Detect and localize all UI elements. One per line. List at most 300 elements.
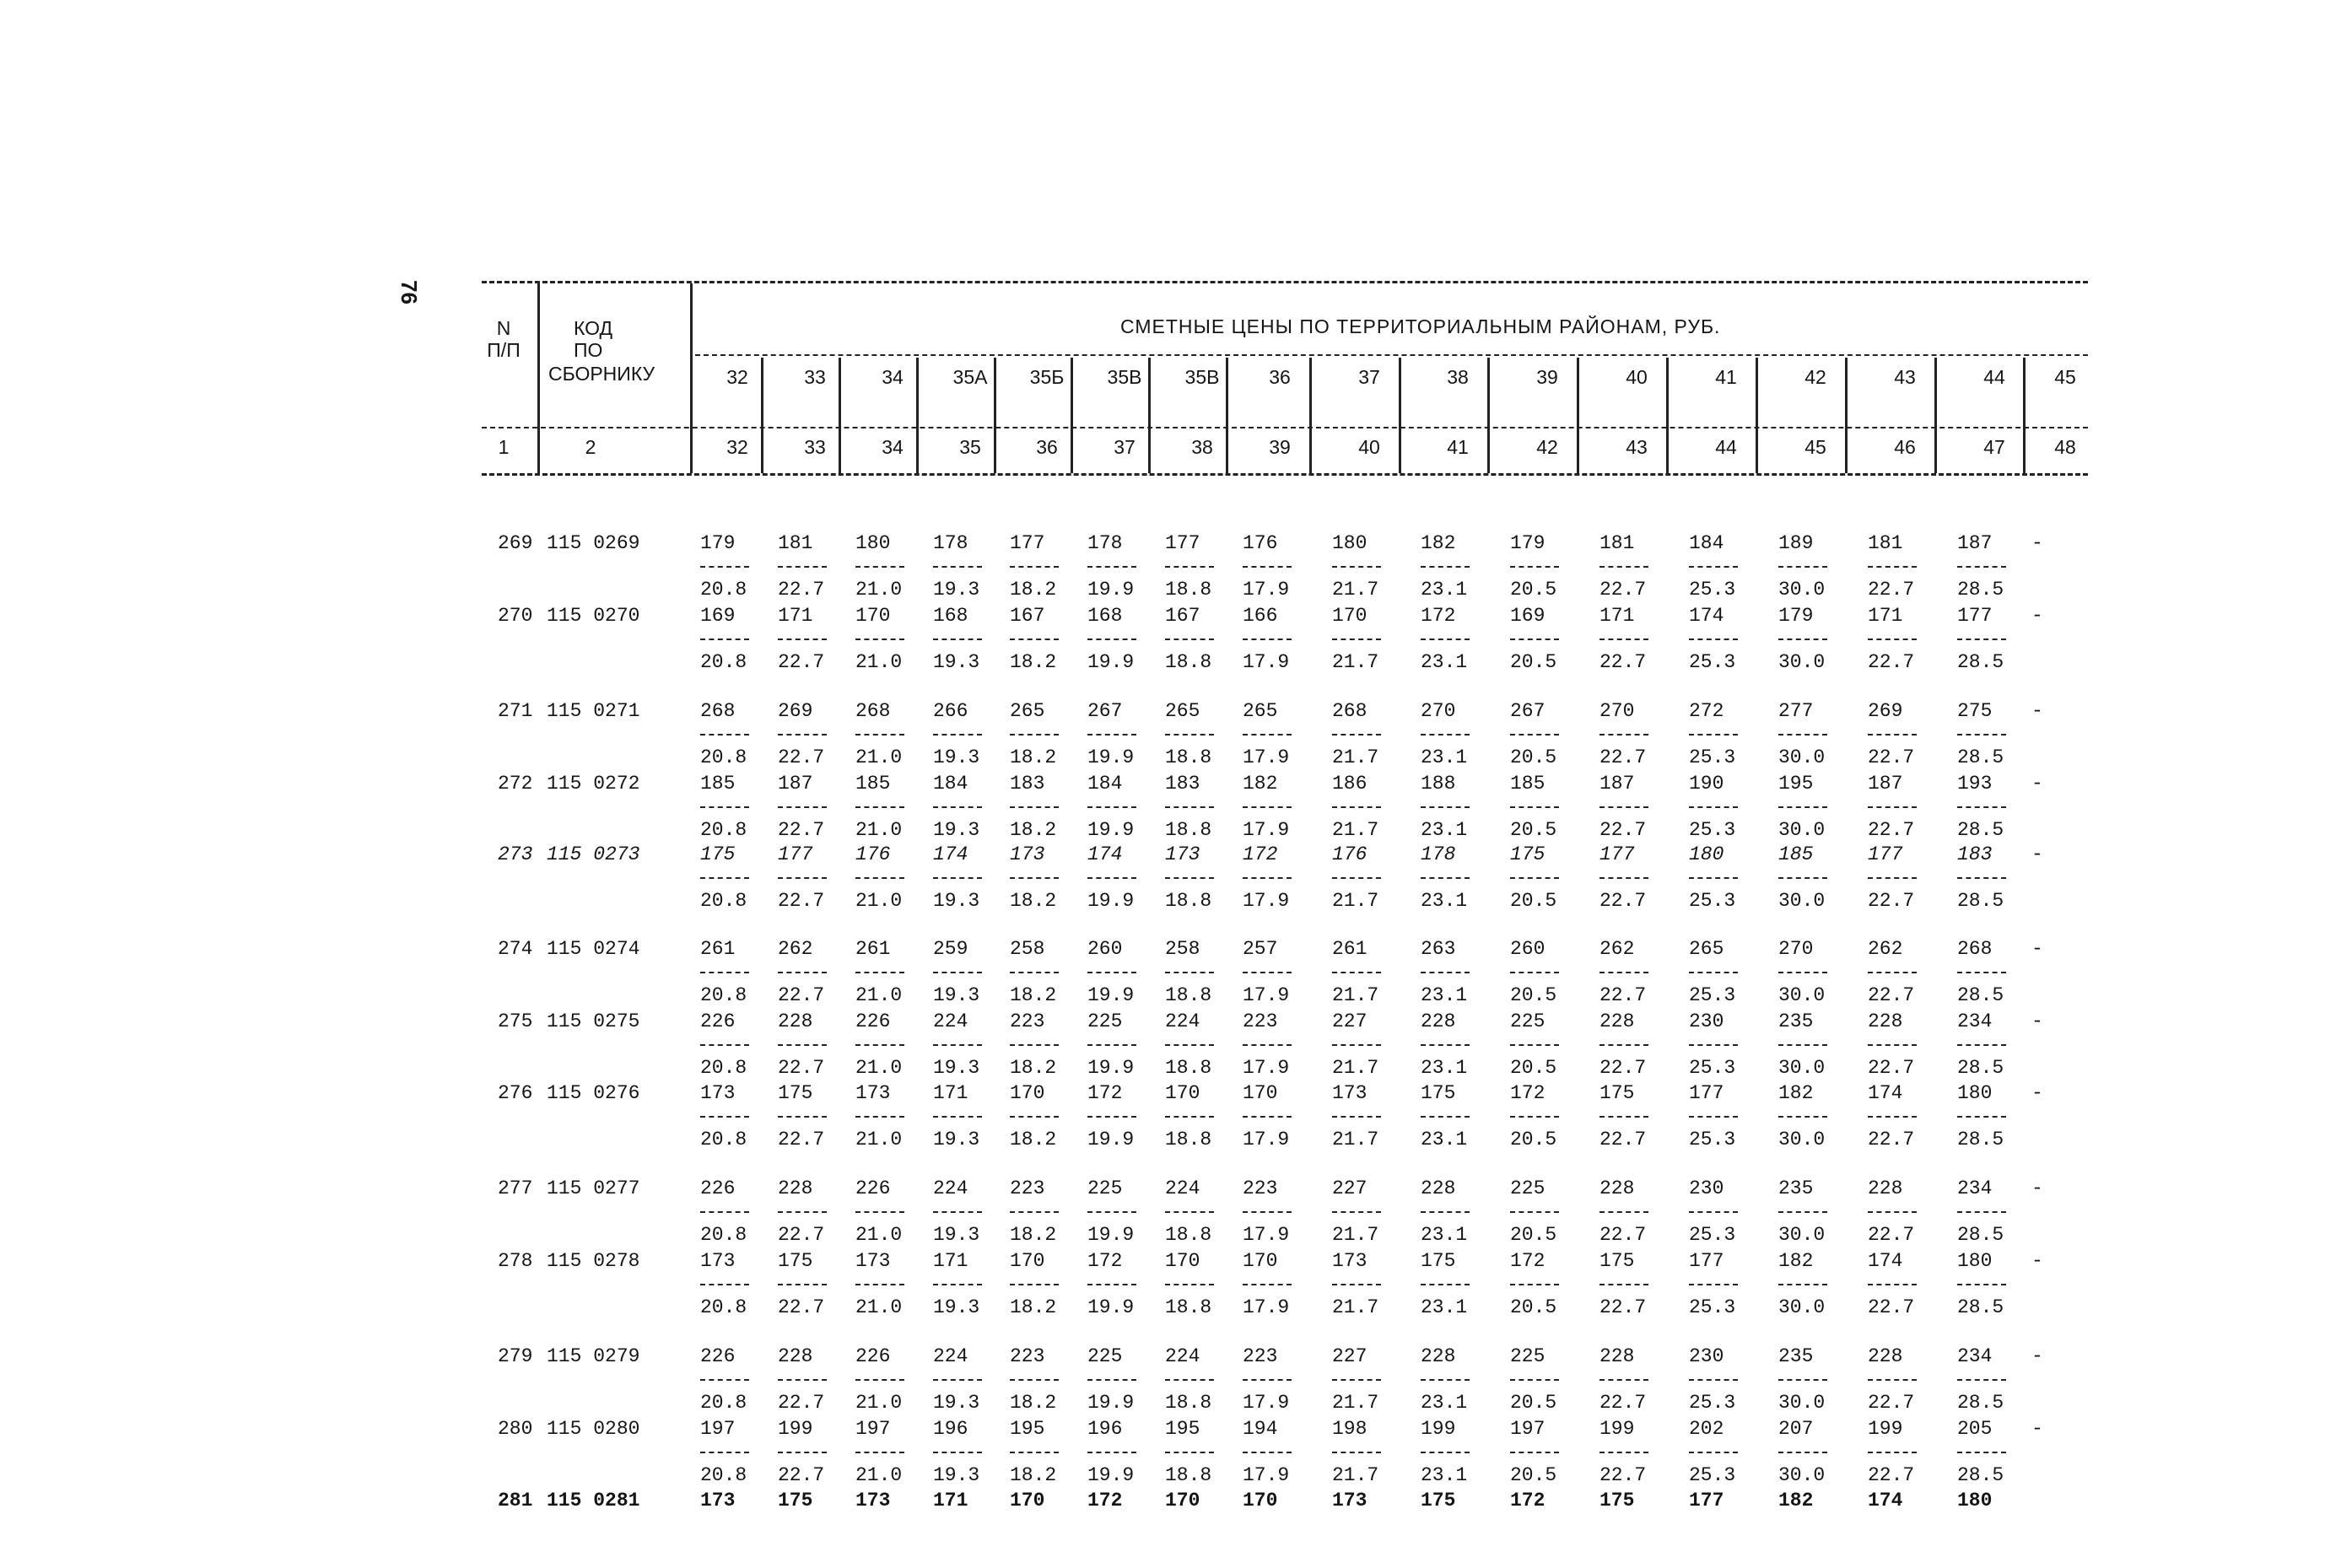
fraction-bar: [1087, 806, 1136, 808]
fraction-bar: [700, 1284, 749, 1285]
price-cell: 184: [1087, 773, 1123, 795]
coefficient-cell: 22.7: [1868, 1296, 1915, 1318]
row-code: 115 0270: [547, 605, 640, 627]
price-cell: 269: [1868, 700, 1903, 722]
coefficient-cell: 25.3: [1689, 1296, 1736, 1318]
fraction-bar: [1087, 1452, 1136, 1453]
fraction-bar: [700, 806, 749, 808]
coefficient-cell: 23.1: [1421, 1224, 1468, 1246]
fraction-bar: [1421, 806, 1470, 808]
fraction-bar: [855, 972, 904, 973]
row-code: 115 0271: [547, 700, 640, 722]
fraction-bar: [778, 1116, 827, 1118]
coefficient-cell: 21.7: [1332, 1224, 1379, 1246]
coefficient-cell: 18.2: [1010, 651, 1057, 673]
fraction-bar: [933, 734, 982, 736]
fraction-bar: [1243, 1379, 1292, 1381]
district-label: 35А: [952, 366, 988, 388]
price-cell: 228: [778, 1010, 813, 1032]
fraction-bar: [855, 877, 904, 879]
row-code: 115 0273: [547, 843, 640, 865]
price-cell: 182: [1243, 773, 1278, 795]
price-cell: 230: [1689, 1177, 1724, 1199]
price-cell: 170: [855, 605, 891, 627]
coefficient-cell: 19.3: [933, 1464, 980, 1486]
price-cell: 223: [1243, 1345, 1278, 1367]
price-cell: 258: [1165, 938, 1200, 960]
fraction-bar: [1087, 877, 1136, 879]
district-label: 35В: [1107, 366, 1142, 388]
fraction-bar: [1778, 806, 1827, 808]
coefficient-cell: 22.7: [1599, 1129, 1647, 1150]
price-cell: 223: [1010, 1010, 1045, 1032]
price-cell: 170: [1165, 1082, 1200, 1104]
fraction-bar: [1599, 1116, 1648, 1118]
coefficient-cell: 22.7: [1599, 1057, 1647, 1079]
price-cell: 226: [700, 1177, 736, 1199]
header-separator: [1577, 358, 1579, 473]
price-cell: 177: [1689, 1250, 1724, 1272]
fraction-bar: [1689, 1284, 1738, 1285]
fraction-bar: [1332, 1379, 1381, 1381]
coefficient-cell: 19.3: [933, 579, 980, 601]
price-cell: 174: [1689, 605, 1724, 627]
fraction-bar: [1010, 566, 1059, 568]
fraction-bar: [1599, 877, 1648, 879]
fraction-bar: [1332, 806, 1381, 808]
header-separator: [1756, 358, 1758, 473]
row-number: 281: [498, 1490, 533, 1511]
fraction-bar: [1010, 877, 1059, 879]
fraction-bar: [778, 1452, 827, 1453]
fraction-bar: [1165, 1452, 1214, 1453]
fraction-bar: [1778, 566, 1827, 568]
fraction-bar: [778, 1211, 827, 1213]
coefficient-cell: 18.8: [1165, 1129, 1212, 1150]
row-end-dash: -: [2031, 1250, 2043, 1272]
price-cell: 268: [855, 700, 891, 722]
coefficient-cell: 22.7: [1868, 984, 1915, 1006]
fraction-bar: [1243, 566, 1292, 568]
coefficient-cell: 20.5: [1510, 1057, 1557, 1079]
fraction-bar: [933, 1044, 982, 1046]
fraction-bar: [1957, 972, 2006, 973]
price-cell: 184: [933, 773, 968, 795]
coefficient-cell: 22.7: [1599, 1224, 1647, 1246]
price-cell: 170: [1332, 605, 1367, 627]
coefficient-cell: 21.7: [1332, 819, 1379, 841]
fraction-bar: [700, 639, 749, 640]
fraction-bar: [1421, 734, 1470, 736]
coefficient-cell: 22.7: [1868, 746, 1915, 768]
coefficient-cell: 28.5: [1957, 819, 2004, 841]
price-cell: 227: [1332, 1177, 1367, 1199]
price-cell: 173: [855, 1490, 891, 1511]
price-cell: 234: [1957, 1010, 1993, 1032]
coefficient-cell: 22.7: [778, 1392, 825, 1414]
price-cell: 263: [1421, 938, 1456, 960]
fraction-bar: [1868, 877, 1917, 879]
price-cell: 181: [1599, 532, 1635, 554]
price-cell: 227: [1332, 1010, 1367, 1032]
column-number: 39: [1269, 436, 1291, 458]
row-end-dash: -: [2031, 1345, 2043, 1367]
fraction-bar: [1957, 1284, 2006, 1285]
price-cell: 178: [933, 532, 968, 554]
coefficient-cell: 21.7: [1332, 984, 1379, 1006]
price-cell: 269: [778, 700, 813, 722]
price-cell: 168: [933, 605, 968, 627]
coefficient-cell: 19.3: [933, 1392, 980, 1414]
price-cell: 170: [1165, 1250, 1200, 1272]
price-cell: 223: [1010, 1345, 1045, 1367]
price-cell: 175: [778, 1082, 813, 1104]
price-cell: 185: [1778, 843, 1814, 865]
fraction-bar: [1421, 1211, 1470, 1213]
price-cell: 194: [1243, 1418, 1278, 1440]
header-separator: [994, 358, 996, 473]
price-cell: 174: [1868, 1490, 1903, 1511]
price-cell: 226: [855, 1345, 891, 1367]
coefficient-cell: 22.7: [1868, 819, 1915, 841]
fraction-bar: [1087, 1116, 1136, 1118]
fraction-bar: [1689, 1452, 1738, 1453]
fraction-bar: [1243, 734, 1292, 736]
coefficient-cell: 20.8: [700, 1464, 747, 1486]
fraction-bar: [1243, 877, 1292, 879]
price-cell: 224: [1165, 1177, 1200, 1199]
district-label: 32: [726, 366, 748, 388]
coefficient-cell: 22.7: [1599, 651, 1647, 673]
price-cell: 170: [1243, 1490, 1278, 1511]
price-cell: 175: [1599, 1082, 1635, 1104]
column-number: 36: [1036, 436, 1058, 458]
coefficient-cell: 18.8: [1165, 1392, 1212, 1414]
coefficient-cell: 23.1: [1421, 1296, 1468, 1318]
price-cell: 171: [778, 605, 813, 627]
coefficient-cell: 22.7: [1599, 890, 1647, 912]
coefficient-cell: 25.3: [1689, 579, 1736, 601]
fraction-bar: [1510, 1284, 1559, 1285]
coefficient-cell: 25.3: [1689, 1224, 1736, 1246]
price-cell: 262: [778, 938, 813, 960]
fraction-bar: [1510, 639, 1559, 640]
coefficient-cell: 23.1: [1421, 1057, 1468, 1079]
column-number: 45: [1804, 436, 1826, 458]
fraction-bar: [1243, 1284, 1292, 1285]
fraction-bar: [1332, 1116, 1381, 1118]
coefficient-cell: 28.5: [1957, 890, 2004, 912]
fraction-bar: [1868, 972, 1917, 973]
coefficient-cell: 17.9: [1243, 651, 1290, 673]
price-cell: 174: [1868, 1250, 1903, 1272]
fraction-bar: [1087, 1379, 1136, 1381]
fraction-bar: [1332, 566, 1381, 568]
column-number: 44: [1715, 436, 1737, 458]
coefficient-cell: 30.0: [1778, 890, 1826, 912]
coefficient-cell: 18.8: [1165, 1224, 1212, 1246]
column-number: 38: [1191, 436, 1213, 458]
fraction-bar: [1868, 1284, 1917, 1285]
price-cell: 176: [855, 843, 891, 865]
price-cell: 173: [855, 1250, 891, 1272]
coefficient-cell: 19.3: [933, 1057, 980, 1079]
price-cell: 172: [1243, 843, 1278, 865]
price-cell: 173: [1010, 843, 1045, 865]
coefficient-cell: 21.0: [855, 1464, 903, 1486]
coefficient-cell: 17.9: [1243, 1392, 1290, 1414]
fraction-bar: [1421, 639, 1470, 640]
price-cell: 265: [1243, 700, 1278, 722]
coefficient-cell: 18.8: [1165, 984, 1212, 1006]
price-cell: 228: [778, 1345, 813, 1367]
fraction-bar: [1957, 806, 2006, 808]
header-separator: [1148, 358, 1151, 473]
coefficient-cell: 21.7: [1332, 1129, 1379, 1150]
fraction-bar: [1010, 734, 1059, 736]
coefficient-cell: 21.0: [855, 651, 903, 673]
price-cell: 183: [1010, 773, 1045, 795]
fraction-bar: [778, 877, 827, 879]
row-number: 274: [498, 938, 533, 960]
price-cell: 227: [1332, 1345, 1367, 1367]
fraction-bar: [1689, 877, 1738, 879]
coefficient-cell: 30.0: [1778, 1224, 1826, 1246]
fraction-bar: [1087, 1211, 1136, 1213]
coefficient-cell: 30.0: [1778, 579, 1826, 601]
fraction-bar: [1010, 806, 1059, 808]
price-cell: 174: [1868, 1082, 1903, 1104]
price-cell: 198: [1332, 1418, 1367, 1440]
row-code: 115 0276: [547, 1082, 640, 1104]
price-cell: 187: [1599, 773, 1635, 795]
fraction-bar: [1778, 1284, 1827, 1285]
price-cell: 265: [1165, 700, 1200, 722]
price-cell: 260: [1510, 938, 1546, 960]
fraction-bar: [1510, 877, 1559, 879]
coefficient-cell: 22.7: [1868, 1057, 1915, 1079]
price-cell: 173: [700, 1082, 736, 1104]
coefficient-cell: 25.3: [1689, 984, 1736, 1006]
coefficient-cell: 22.7: [1599, 579, 1647, 601]
district-label: 45: [2054, 366, 2076, 388]
fraction-bar: [855, 566, 904, 568]
coefficient-cell: 25.3: [1689, 1464, 1736, 1486]
fraction-bar: [1689, 1116, 1738, 1118]
fraction-bar: [1599, 1211, 1648, 1213]
coefficient-cell: 20.5: [1510, 1392, 1557, 1414]
price-cell: 261: [855, 938, 891, 960]
fraction-bar: [1243, 639, 1292, 640]
price-cell: 224: [1165, 1345, 1200, 1367]
coefficient-cell: 21.0: [855, 1129, 903, 1150]
coefficient-cell: 28.5: [1957, 1464, 2004, 1486]
price-cell: 173: [700, 1490, 736, 1511]
price-cell: 225: [1087, 1010, 1123, 1032]
coefficient-cell: 18.2: [1010, 1057, 1057, 1079]
coefficient-cell: 20.8: [700, 819, 747, 841]
fraction-bar: [1332, 1211, 1381, 1213]
row-end-dash: -: [2031, 938, 2043, 960]
row-number: 280: [498, 1418, 533, 1440]
price-cell: 234: [1957, 1345, 1993, 1367]
coefficient-cell: 22.7: [778, 579, 825, 601]
coefficient-cell: 28.5: [1957, 1057, 2004, 1079]
coefficient-cell: 19.9: [1087, 1464, 1135, 1486]
price-cell: 175: [1599, 1250, 1635, 1272]
coefficient-cell: 19.3: [933, 1296, 980, 1318]
fraction-bar: [1778, 877, 1827, 879]
price-cell: 179: [1510, 532, 1546, 554]
fraction-bar: [1957, 734, 2006, 736]
fraction-bar: [1087, 1044, 1136, 1046]
fraction-bar: [1243, 1452, 1292, 1453]
coefficient-cell: 18.2: [1010, 819, 1057, 841]
fraction-bar: [700, 1211, 749, 1213]
price-cell: 223: [1243, 1177, 1278, 1199]
fraction-bar: [1243, 1116, 1292, 1118]
page-number: 76: [396, 280, 422, 304]
coefficient-cell: 30.0: [1778, 819, 1826, 841]
column-number: 2: [585, 436, 596, 458]
price-cell: 173: [1332, 1082, 1367, 1104]
price-cell: 205: [1957, 1418, 1993, 1440]
coefficient-cell: 21.0: [855, 746, 903, 768]
price-cell: 259: [933, 938, 968, 960]
coefficient-cell: 18.2: [1010, 1296, 1057, 1318]
fraction-bar: [855, 1284, 904, 1285]
fraction-bar: [1421, 566, 1470, 568]
fraction-bar: [933, 566, 982, 568]
price-cell: 175: [700, 843, 736, 865]
column-number: 40: [1358, 436, 1380, 458]
coefficient-cell: 22.7: [1868, 1224, 1915, 1246]
fraction-bar: [855, 734, 904, 736]
price-cell: 185: [855, 773, 891, 795]
fraction-bar: [700, 1116, 749, 1118]
fraction-bar: [778, 972, 827, 973]
header-top-rule: [482, 281, 2088, 283]
header-code-line2: ПО: [574, 339, 603, 361]
coefficient-cell: 17.9: [1243, 1057, 1290, 1079]
price-cell: 268: [1332, 700, 1367, 722]
price-cell: 176: [1332, 843, 1367, 865]
fraction-bar: [1165, 734, 1214, 736]
coefficient-cell: 25.3: [1689, 1129, 1736, 1150]
coefficient-cell: 20.5: [1510, 651, 1557, 673]
row-code: 115 0277: [547, 1177, 640, 1199]
row-code: 115 0269: [547, 532, 640, 554]
price-cell: 235: [1778, 1177, 1814, 1199]
price-cell: 180: [855, 532, 891, 554]
price-cell: 202: [1689, 1418, 1724, 1440]
price-cell: 228: [1421, 1010, 1456, 1032]
coefficient-cell: 19.3: [933, 1129, 980, 1150]
price-cell: 177: [1010, 532, 1045, 554]
coefficient-cell: 19.9: [1087, 1296, 1135, 1318]
row-code: 115 0281: [547, 1490, 640, 1511]
fraction-bar: [1957, 566, 2006, 568]
coefficient-cell: 28.5: [1957, 1296, 2004, 1318]
price-cell: 261: [1332, 938, 1367, 960]
coefficient-cell: 22.7: [778, 984, 825, 1006]
coefficient-cell: 21.0: [855, 1057, 903, 1079]
price-cell: 175: [1510, 843, 1546, 865]
price-cell: 172: [1087, 1082, 1123, 1104]
coefficient-cell: 30.0: [1778, 1464, 1826, 1486]
price-cell: 170: [1010, 1082, 1045, 1104]
fraction-bar: [1510, 1211, 1559, 1213]
coefficient-cell: 28.5: [1957, 651, 2004, 673]
price-cell: 225: [1087, 1177, 1123, 1199]
fraction-bar: [933, 1379, 982, 1381]
price-cell: 172: [1087, 1490, 1123, 1511]
price-cell: 226: [855, 1010, 891, 1032]
price-cell: 207: [1778, 1418, 1814, 1440]
fraction-bar: [1868, 1211, 1917, 1213]
coefficient-cell: 18.2: [1010, 579, 1057, 601]
fraction-bar: [1689, 1044, 1738, 1046]
fraction-bar: [1957, 1379, 2006, 1381]
coefficient-cell: 20.5: [1510, 1224, 1557, 1246]
price-cell: 235: [1778, 1345, 1814, 1367]
price-cell: 223: [1010, 1177, 1045, 1199]
coefficient-cell: 20.8: [700, 890, 747, 912]
fraction-bar: [1332, 1452, 1381, 1453]
coefficient-cell: 28.5: [1957, 984, 2004, 1006]
coefficient-cell: 20.5: [1510, 1129, 1557, 1150]
coefficient-cell: 22.7: [1599, 984, 1647, 1006]
coefficient-cell: 20.8: [700, 1129, 747, 1150]
fraction-bar: [933, 639, 982, 640]
price-cell: 270: [1421, 700, 1456, 722]
row-number: 277: [498, 1177, 533, 1199]
coefficient-cell: 20.5: [1510, 1296, 1557, 1318]
coefficient-cell: 20.5: [1510, 890, 1557, 912]
price-cell: 224: [933, 1177, 968, 1199]
fraction-bar: [1689, 1211, 1738, 1213]
fraction-bar: [1778, 639, 1827, 640]
fraction-bar: [1778, 972, 1827, 973]
fraction-bar: [778, 1284, 827, 1285]
row-end-dash: -: [2031, 1082, 2043, 1104]
coefficient-cell: 18.2: [1010, 1129, 1057, 1150]
coefficient-cell: 20.8: [700, 651, 747, 673]
fraction-bar: [855, 1044, 904, 1046]
row-number: 272: [498, 773, 533, 795]
coefficient-cell: 28.5: [1957, 1392, 2004, 1414]
fraction-bar: [1332, 639, 1381, 640]
coefficient-cell: 30.0: [1778, 1296, 1826, 1318]
fraction-bar: [1599, 734, 1648, 736]
row-code: 115 0280: [547, 1418, 640, 1440]
column-number: 35: [959, 436, 981, 458]
header-separator: [1309, 358, 1312, 473]
fraction-bar: [700, 1044, 749, 1046]
district-label: 44: [1983, 366, 2005, 388]
coefficient-cell: 25.3: [1689, 890, 1736, 912]
fraction-bar: [1957, 639, 2006, 640]
coefficient-cell: 18.2: [1010, 1464, 1057, 1486]
coefficient-cell: 22.7: [778, 1296, 825, 1318]
price-cell: 169: [700, 605, 736, 627]
coefficient-cell: 19.3: [933, 746, 980, 768]
coefficient-cell: 22.7: [1868, 1392, 1915, 1414]
fraction-bar: [1421, 1452, 1470, 1453]
header-separator: [1666, 358, 1669, 473]
coefficient-cell: 20.8: [700, 579, 747, 601]
price-cell: 173: [1332, 1490, 1367, 1511]
